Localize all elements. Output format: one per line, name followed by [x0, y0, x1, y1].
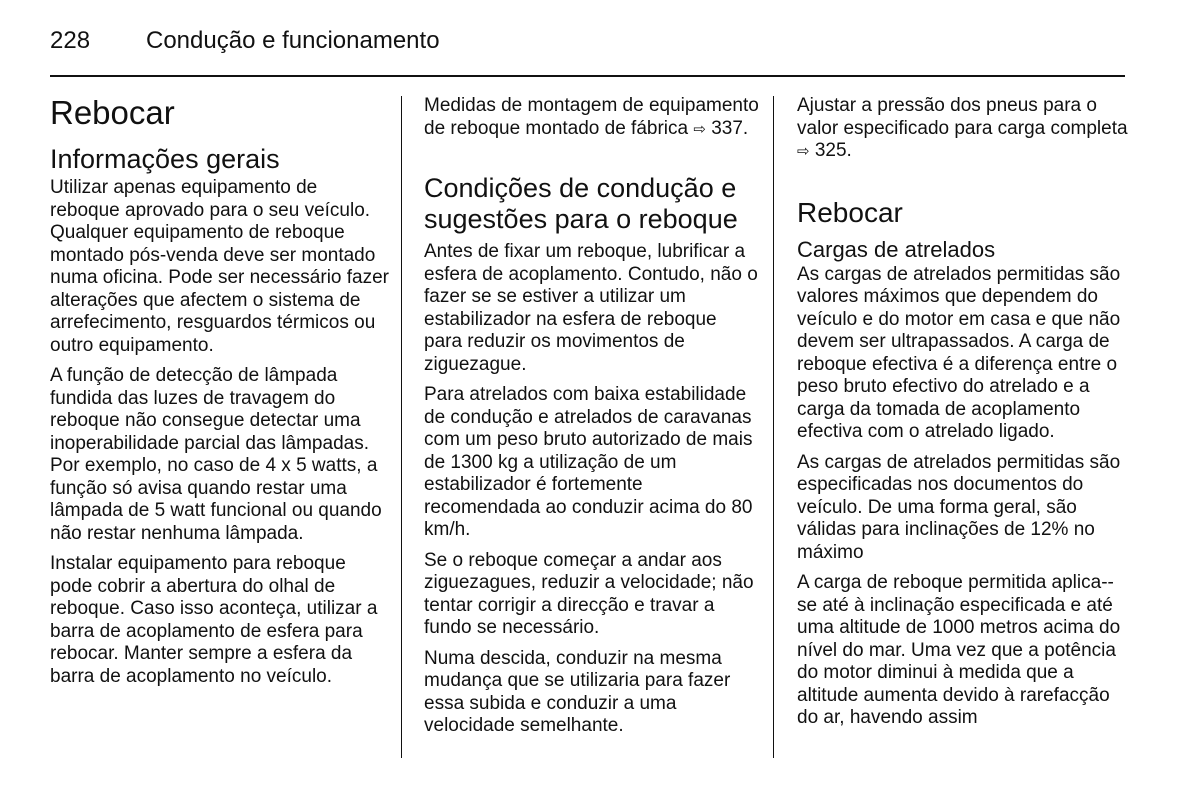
- paragraph: Para atrelados com baixa estabilidade de condução e atrelados de caravanas com um peso bruto autorizado de mais de 1300 kg a utilização de um estabilizador é fortemente recomendada ao conduzir acima do 80 km/h.: [424, 384, 753, 540]
- page-reference[interactable]: 337.: [711, 117, 749, 139]
- page-header: [50, 27, 440, 55]
- paragraph: Utilizar apenas equipamento de reboque aprovado para o seu veículo. Qualquer equipamento de reboque montado pós-venda deve ser montado numa oficina. Pode ser necessário fazer alterações que afectem o sistema de arrefecimento, resguardos térmicos ou outro equipamento.: [50, 177, 390, 356]
- section-title: Rebocar: [50, 94, 175, 131]
- header-divider: [50, 75, 1125, 77]
- ref-arrow-icon: ⇨: [797, 142, 810, 160]
- paragraph: Antes de fixar um reboque, lubrificar a esfera de acoplamento. Contudo, não o fazer se se estiver a utilizar um estabilizador na esfera de reboque para reduzir os movimentos de ziguezague.: [424, 241, 758, 375]
- paragraph: Instalar equipamento para reboque pode cobrir a abertura do olhal de reboque. Caso isso aconteça, utilizar a barra de acoplamento de esfera para rebocar. Manter sempre a esfera da barra de acoplamento no veículo.: [50, 553, 378, 687]
- paragraph: Numa descida, conduzir na mesma mudança que se utilizaria para fazer essa subida e conduzir a uma velocidade semelhante.: [424, 647, 731, 736]
- paragraph-with-reference: [797, 95, 1132, 163]
- paragraph-with-reference: [424, 95, 759, 140]
- subsection-title: Informações gerais: [50, 144, 280, 174]
- column-2: [424, 95, 759, 746]
- ref-arrow-icon: ⇨: [693, 119, 706, 138]
- column-divider-2: [773, 96, 774, 758]
- subsection-heading: Cargas de atrelados: [797, 236, 996, 262]
- chapter-title: Condução e funcionamento: [146, 27, 440, 54]
- section-heading: Rebocar: [797, 196, 903, 228]
- paragraph: A função de detecção de lâmpada fundida das luzes de travagem do reboque não consegue detectar uma inoperabilidade parcial das lâmpadas. Por exemplo, no caso de 4 x 5 watts, a função só avisa quando restar uma lâmpada de 5 watt funcional ou quando não restar nenhuma lâmpada.: [50, 365, 382, 544]
- column-3: [797, 95, 1132, 738]
- paragraph-text: Medidas de montagem de equipamento de reboque montado de fábrica: [424, 95, 759, 139]
- paragraph: As cargas de atrelados permitidas são especificadas nos documentos do veículo. De uma forma geral, são válidas para inclinações de 12% no máximo: [797, 451, 1121, 563]
- paragraph-text: Ajustar a pressão dos pneus para o valor especificado para carga completa: [797, 95, 1128, 139]
- paragraph: As cargas de atrelados permitidas são valores máximos que dependem do veículo e do motor em casa e que não devem ser ultrapassados. A carga de reboque efectiva é a diferença entre o peso bruto efectivo do atrelado e a carga da tomada de acoplamento efectiva com o atrelado ligado.: [797, 263, 1121, 442]
- page-number: 228: [50, 27, 91, 54]
- paragraph: Se o reboque começar a andar aos ziguezagues, reduzir a velocidade; não tentar corrigir a direcção e travar a fundo se necessário.: [424, 549, 754, 638]
- column-divider-1: [401, 96, 402, 758]
- page-reference[interactable]: 325.: [814, 140, 852, 161]
- paragraph: A carga de reboque permitida aplica--se até à inclinação especificada e até uma altitude de 1000 metros acima do nível do mar. Uma vez que a potência do motor diminui à medida que a altitude aumenta devido à rarefacção do ar, havendo assim: [797, 572, 1121, 728]
- column-1: [50, 95, 390, 696]
- section-heading: Condições de condução e sugestões para o reboque: [424, 173, 738, 234]
